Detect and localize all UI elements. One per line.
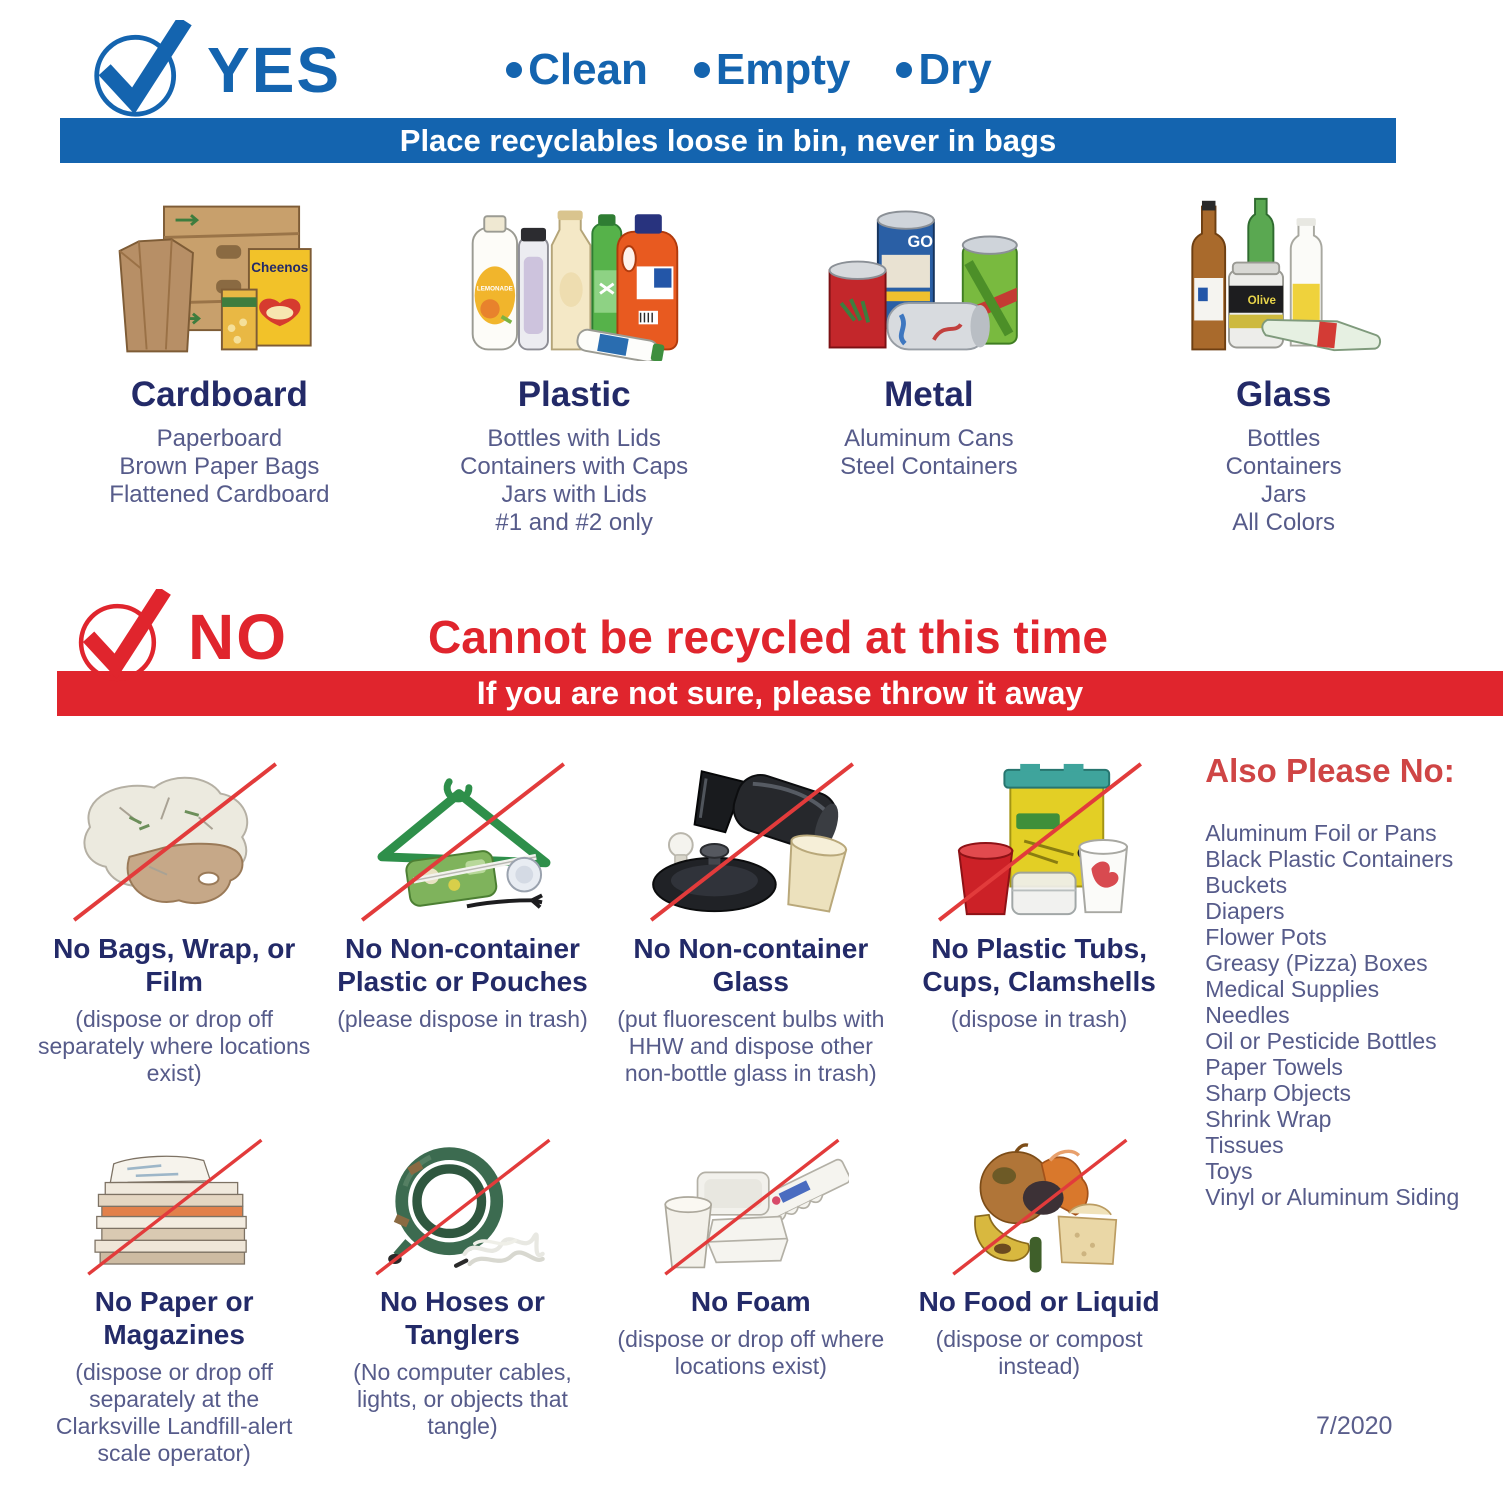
also-no-item: Diapers [1205,898,1285,924]
category-item: All Colors [1232,509,1335,536]
no-label: NO [188,601,288,673]
no-header [0,589,1503,685]
also-no-title: Also Please No: [1205,752,1455,789]
category-title: Glass [1235,375,1332,414]
no-items-grid [36,750,1177,1467]
also-no-item: Greasy (Pizza) Boxes [1205,950,1428,976]
no-item-title: No Foam [690,1286,811,1318]
no-item-note: (put fluorescent bulbs with HHW and dispose other non-bottle glass in trash) [617,1006,885,1087]
hose-image [324,1131,600,1281]
also-no-item: Oil or Pesticide Bottles [1205,1028,1437,1054]
svg-text:GO: GO [907,233,933,252]
also-no-item: Buckets [1205,872,1288,898]
also-please-no [1205,750,1503,1467]
also-no-item: Tissues [1205,1132,1284,1158]
category-title: Cardboard [130,375,308,414]
no-item-note: (dispose in trash) [950,1006,1128,1033]
bullet-dot-icon [506,62,522,78]
no-item-foam [613,1131,889,1467]
beer-can-lying [887,303,989,349]
no-item-note: (dispose or drop off separately where locations exist) [37,1006,311,1087]
white-cup [1080,840,1127,912]
bullet-label: Clean [528,45,648,94]
category-items [1124,425,1443,537]
also-no-item: Paper Towels [1205,1054,1343,1080]
yes-section [0,22,1503,537]
category-items [415,425,734,537]
nonbottle-glass-image [613,750,889,928]
no-item-tubs [901,750,1177,1087]
paper-stack-image [36,1131,312,1281]
bags-image [36,750,312,928]
svg-text:Olive: Olive [1247,295,1276,308]
tubs-image [901,750,1177,928]
bullet-clean [506,45,648,95]
also-no-item: Flower Pots [1205,924,1327,950]
category-item: Jars with Lids [501,481,647,508]
clamshell [1012,873,1075,915]
bullet-label: Dry [918,45,992,94]
no-check-icon [72,589,172,685]
category-title: Plastic [517,375,631,414]
no-item-title: No Plastic Tubs, Cups, Clamshells [922,933,1156,998]
cereal-box [249,249,311,346]
no-item-bags [36,750,312,1087]
no-item-title: No Paper or Magazines [94,1286,254,1351]
also-no-item: Toys [1205,1158,1253,1184]
svg-text:Cheenos: Cheenos [251,260,309,276]
milk-jug [552,210,591,349]
category-items [60,425,379,509]
category-item: #1 and #2 only [495,509,653,536]
category-item: Aluminum Cans [844,425,1014,452]
no-item-title: No Non-container Glass [633,933,869,998]
category-plastic [415,193,734,537]
green-bean-can [829,262,885,348]
no-item-note: (No computer cables, lights, or objects that tangle) [353,1359,572,1440]
also-no-item: Aluminum Foil or Pans [1205,820,1437,846]
also-no-item: Vinyl or Aluminum Siding [1205,1184,1460,1210]
lemonade-bottle [473,216,517,349]
category-cardboard [60,193,379,537]
no-headline: Cannot be recycled at this time [428,611,1108,663]
no-item-note: (dispose or compost instead) [935,1326,1143,1380]
category-item: Paperboard [156,425,283,452]
yes-header [0,22,1503,118]
yes-label: YES [207,34,342,106]
svg-text:LEMONADE: LEMONADE [477,285,513,293]
bullet-dot-icon [896,62,912,78]
yes-bullets [506,45,992,95]
also-no-item: Medical Supplies [1205,976,1380,1002]
foam-image [613,1131,889,1281]
no-item-title: No Hoses or Tanglers [380,1286,545,1351]
no-item-pouches [324,750,600,1087]
bullet-empty [694,45,850,95]
hanger-image [324,750,600,928]
brown-paper-bag [120,239,193,351]
revision-date: 7/2020 [1316,1412,1393,1440]
category-item: Flattened Cardboard [109,481,330,508]
no-item-food [901,1131,1177,1467]
no-item-note: (dispose or drop off where locations exist) [617,1326,885,1380]
metal-image [770,193,1089,361]
category-metal [770,193,1089,537]
no-item-note: (please dispose in trash) [337,1006,588,1033]
mug [780,832,847,913]
category-title: Metal [884,375,974,414]
glass-image [1124,193,1443,361]
no-item-note: (dispose or drop off separately at the Clarksville Landfill-alert scale operator) [55,1359,293,1467]
yes-banner: Place recyclables loose in bin, never in bags [60,118,1396,163]
category-item: Bottles [1246,425,1321,452]
plastic-image [415,193,734,361]
no-item-glass [613,750,889,1087]
bullet-label: Empty [715,45,851,94]
bullet-dot-icon [694,62,710,78]
yes-categories [0,193,1503,537]
detergent-bottle [618,214,678,349]
category-item: Brown Paper Bags [119,453,320,480]
no-item-hoses [324,1131,600,1467]
cardboard-image [60,193,379,361]
also-no-item: Shrink Wrap [1205,1106,1332,1132]
hanger [382,782,546,863]
no-item-title: No Food or Liquid [918,1286,1160,1318]
no-item-title: No Non-container Plastic or Pouches [337,933,588,998]
no-content [0,750,1503,1467]
clear-bottle [519,228,548,350]
plastic-lid [508,858,542,892]
category-items [770,425,1089,481]
no-item-paper [36,1131,312,1467]
plastic-bags [85,778,248,903]
beer-bottle [1192,201,1225,350]
pasta-box [222,290,257,350]
bullet-dry [896,45,991,95]
no-section [0,589,1503,1467]
also-no-item: Sharp Objects [1205,1080,1352,1106]
category-glass [1124,193,1443,537]
category-item: Containers [1225,453,1342,480]
category-item: Bottles with Lids [487,425,661,452]
foam-clamshell [708,1217,788,1263]
also-no-item: Black Plastic Containers [1205,846,1454,872]
food-image [901,1131,1177,1281]
no-banner: If you are not sure, please throw it away [57,671,1503,716]
red-cup [959,843,1012,914]
pot-lid [653,844,776,911]
category-item: Jars [1260,481,1307,508]
also-no-item: Needles [1205,1002,1290,1028]
category-item: Steel Containers [840,453,1018,480]
category-item: Containers with Caps [460,453,689,480]
yes-check-icon [85,20,195,120]
no-item-title: No Bags, Wrap, or Film [53,933,296,998]
